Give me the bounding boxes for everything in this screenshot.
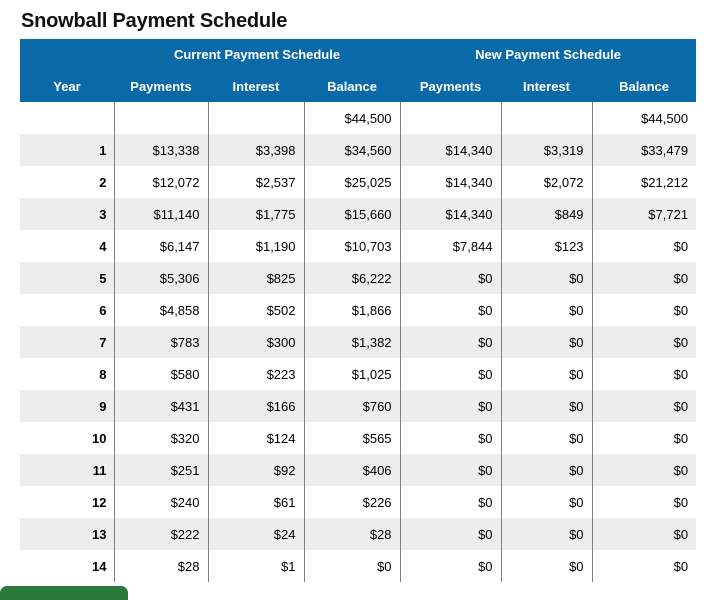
table-row	[20, 550, 696, 582]
cell-year: 13	[20, 518, 114, 550]
cell-new-interest: $0	[501, 422, 592, 454]
column-header-new-payments: Payments	[400, 70, 501, 102]
cell-current-balance: $10,703	[304, 230, 400, 262]
cell-new-payments: $0	[400, 262, 501, 294]
cell-year: 4	[20, 230, 114, 262]
cell-current-interest: $2,537	[208, 166, 304, 198]
group-header-current: Current Payment Schedule	[114, 39, 400, 70]
table-row	[20, 518, 696, 550]
cell-new-balance: $0	[592, 454, 696, 486]
cell-new-interest: $0	[501, 390, 592, 422]
table-body	[20, 102, 696, 582]
column-header-current-interest: Interest	[208, 70, 304, 102]
cell-current-payments: $13,338	[114, 134, 208, 166]
table-row	[20, 102, 696, 134]
cell-new-interest: $0	[501, 294, 592, 326]
cell-current-interest: $124	[208, 422, 304, 454]
cell-year: 5	[20, 262, 114, 294]
cell-new-payments: $14,340	[400, 166, 501, 198]
cell-new-interest: $0	[501, 518, 592, 550]
cell-new-interest: $123	[501, 230, 592, 262]
cell-new-payments: $0	[400, 518, 501, 550]
cell-current-balance: $0	[304, 550, 400, 582]
cell-current-balance: $6,222	[304, 262, 400, 294]
cell-year: 6	[20, 294, 114, 326]
table-row	[20, 326, 696, 358]
cell-new-payments: $0	[400, 390, 501, 422]
cell-current-payments: $6,147	[114, 230, 208, 262]
cell-new-balance: $0	[592, 326, 696, 358]
cell-current-balance: $1,866	[304, 294, 400, 326]
column-header-new-balance: Balance	[592, 70, 696, 102]
cell-current-interest: $1,190	[208, 230, 304, 262]
cell-new-balance: $0	[592, 550, 696, 582]
cell-current-interest: $3,398	[208, 134, 304, 166]
cell-new-interest: $0	[501, 454, 592, 486]
group-header-new: New Payment Schedule	[400, 39, 696, 70]
cell-current-balance: $44,500	[304, 102, 400, 134]
cell-year: 3	[20, 198, 114, 230]
cell-year: 2	[20, 166, 114, 198]
cell-new-balance: $44,500	[592, 102, 696, 134]
table-header	[20, 39, 696, 102]
cell-new-interest: $0	[501, 486, 592, 518]
table-row	[20, 166, 696, 198]
cell-new-payments	[400, 102, 501, 134]
cell-new-balance: $0	[592, 262, 696, 294]
cell-year: 1	[20, 134, 114, 166]
cell-current-interest: $166	[208, 390, 304, 422]
cell-new-balance: $0	[592, 486, 696, 518]
header-spacer	[20, 39, 114, 70]
cell-current-balance: $565	[304, 422, 400, 454]
table-row	[20, 230, 696, 262]
cell-current-payments: $12,072	[114, 166, 208, 198]
cell-new-payments: $0	[400, 294, 501, 326]
cell-current-payments: $11,140	[114, 198, 208, 230]
cell-current-interest	[208, 102, 304, 134]
cell-current-interest: $502	[208, 294, 304, 326]
cell-new-balance: $33,479	[592, 134, 696, 166]
table-row	[20, 486, 696, 518]
table-row	[20, 294, 696, 326]
cell-year: 7	[20, 326, 114, 358]
table-row	[20, 454, 696, 486]
cell-current-payments: $431	[114, 390, 208, 422]
cell-current-payments: $240	[114, 486, 208, 518]
cell-new-payments: $0	[400, 550, 501, 582]
cell-current-payments: $5,306	[114, 262, 208, 294]
cell-current-payments: $580	[114, 358, 208, 390]
snowball-schedule-table	[20, 39, 696, 582]
cell-current-interest: $1,775	[208, 198, 304, 230]
cell-current-payments: $28	[114, 550, 208, 582]
cell-current-interest: $92	[208, 454, 304, 486]
cell-current-balance: $28	[304, 518, 400, 550]
cell-current-interest: $1	[208, 550, 304, 582]
cell-current-payments: $320	[114, 422, 208, 454]
table-row	[20, 358, 696, 390]
cell-new-interest: $0	[501, 326, 592, 358]
cell-year: 10	[20, 422, 114, 454]
cell-new-interest: $849	[501, 198, 592, 230]
cell-new-balance: $0	[592, 390, 696, 422]
cell-current-payments: $4,858	[114, 294, 208, 326]
cell-new-balance: $0	[592, 518, 696, 550]
cell-new-interest: $0	[501, 550, 592, 582]
page-title: Snowball Payment Schedule	[21, 10, 288, 32]
cell-new-balance: $0	[592, 294, 696, 326]
cell-new-balance: $21,212	[592, 166, 696, 198]
cell-new-balance: $0	[592, 230, 696, 262]
cell-new-payments: $14,340	[400, 198, 501, 230]
bottom-tab-shape	[0, 586, 128, 600]
cell-new-interest: $3,319	[501, 134, 592, 166]
cell-current-payments: $222	[114, 518, 208, 550]
cell-current-interest: $24	[208, 518, 304, 550]
cell-current-payments: $251	[114, 454, 208, 486]
cell-new-payments: $0	[400, 358, 501, 390]
cell-current-balance: $760	[304, 390, 400, 422]
cell-new-payments: $0	[400, 486, 501, 518]
table-row	[20, 198, 696, 230]
cell-current-interest: $300	[208, 326, 304, 358]
cell-year: 14	[20, 550, 114, 582]
table-row	[20, 262, 696, 294]
cell-current-interest: $825	[208, 262, 304, 294]
cell-current-balance: $25,025	[304, 166, 400, 198]
cell-current-balance: $1,382	[304, 326, 400, 358]
column-header-current-payments: Payments	[114, 70, 208, 102]
cell-current-payments	[114, 102, 208, 134]
cell-new-interest: $0	[501, 262, 592, 294]
cell-year: 8	[20, 358, 114, 390]
cell-year	[20, 102, 114, 134]
cell-current-balance: $406	[304, 454, 400, 486]
table-row	[20, 390, 696, 422]
cell-current-interest: $61	[208, 486, 304, 518]
cell-new-interest: $0	[501, 358, 592, 390]
table-row	[20, 422, 696, 454]
column-header-new-interest: Interest	[501, 70, 592, 102]
cell-new-balance: $0	[592, 358, 696, 390]
cell-current-balance: $15,660	[304, 198, 400, 230]
cell-new-payments: $0	[400, 454, 501, 486]
cell-new-interest	[501, 102, 592, 134]
cell-current-interest: $223	[208, 358, 304, 390]
cell-new-payments: $14,340	[400, 134, 501, 166]
cell-year: 11	[20, 454, 114, 486]
cell-new-payments: $0	[400, 422, 501, 454]
cell-current-balance: $1,025	[304, 358, 400, 390]
cell-year: 9	[20, 390, 114, 422]
column-header-current-balance: Balance	[304, 70, 400, 102]
cell-new-interest: $2,072	[501, 166, 592, 198]
cell-new-balance: $7,721	[592, 198, 696, 230]
cell-current-balance: $34,560	[304, 134, 400, 166]
cell-year: 12	[20, 486, 114, 518]
cell-new-payments: $7,844	[400, 230, 501, 262]
cell-current-balance: $226	[304, 486, 400, 518]
cell-current-payments: $783	[114, 326, 208, 358]
column-header-year: Year	[20, 70, 114, 102]
cell-new-balance: $0	[592, 422, 696, 454]
cell-new-payments: $0	[400, 326, 501, 358]
table-row	[20, 134, 696, 166]
